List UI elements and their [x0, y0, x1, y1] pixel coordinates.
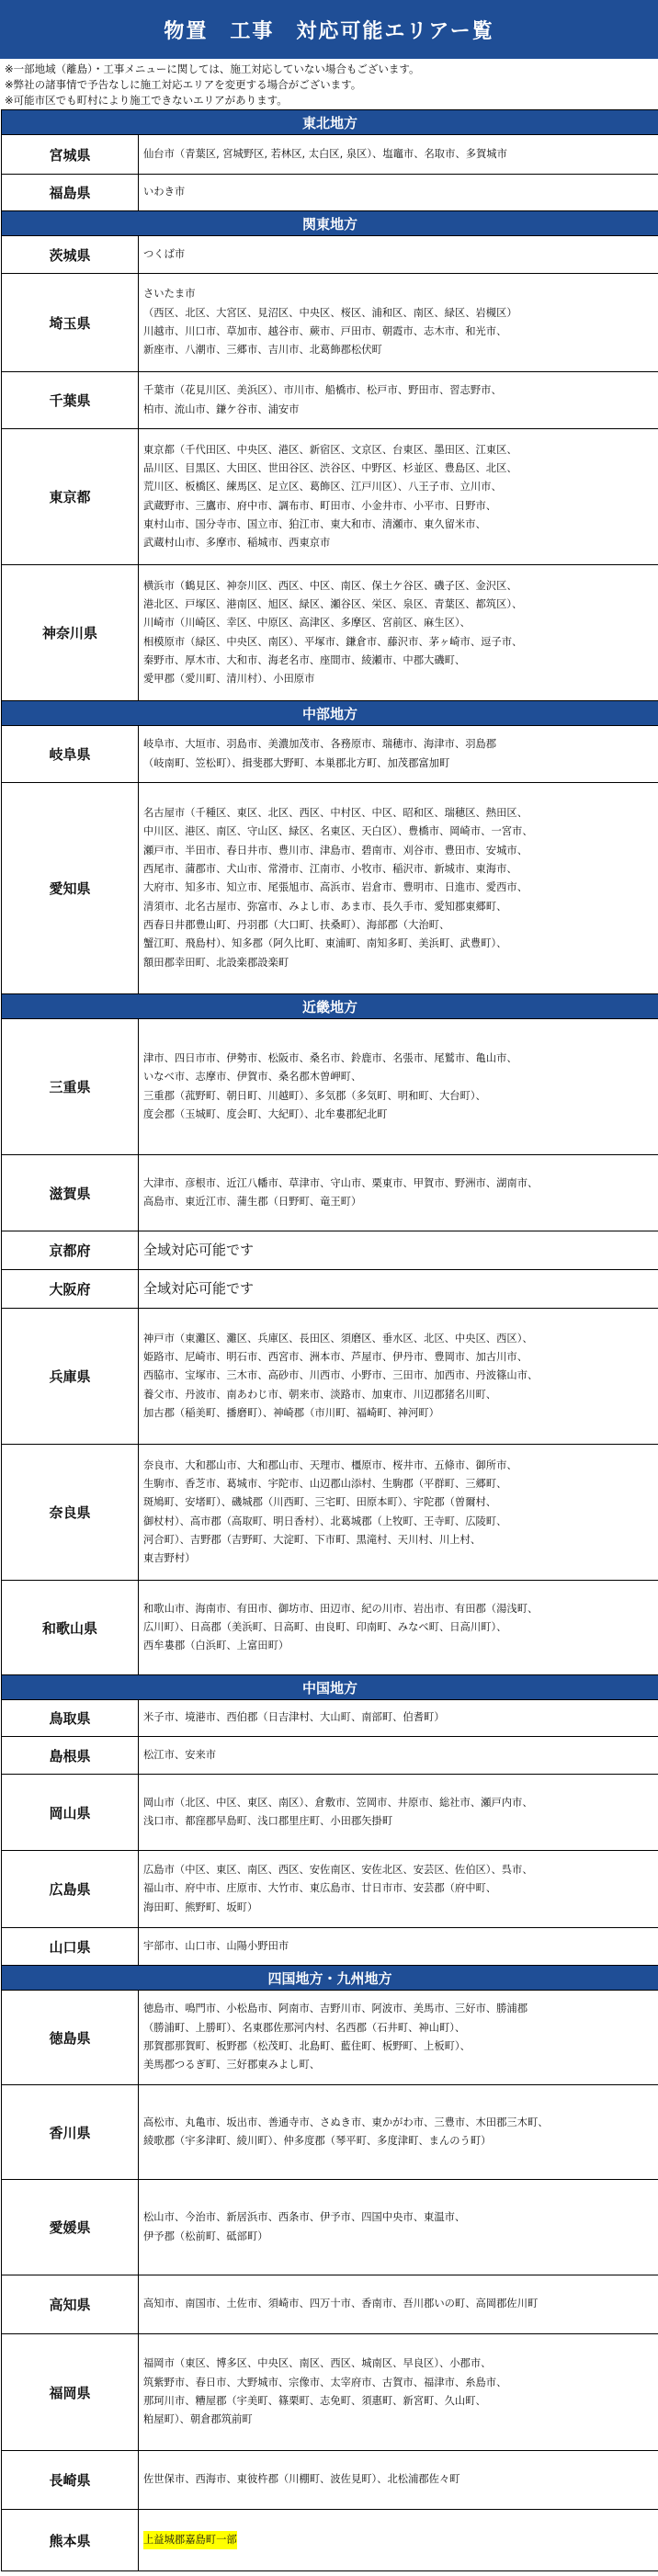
area-list [139, 135, 658, 174]
area-text: 福岡市（東区、博多区、中央区、南区、西区、城南区、早良区）、小郡市、 筑紫野市、春日市、大野城市、宗像市、太宰府市、古賀市、福津市、糸島市、 那珂川市、糟屋郡（宇美町、篠栗町、志免町、須惠町、新宮町、久山町、 粕屋町）、朝倉郡筑前町 [143, 2357, 507, 2426]
area-list [139, 175, 658, 210]
area-text: つくば市 [143, 247, 186, 260]
note-line: ※弊社の諸事情で予告なしに施工対応エリアを変更する場合がございます。 [5, 78, 362, 91]
table-row [2, 2179, 658, 2275]
area-text: 奈良市、大和郡山市、大和郡山市、天理市、橿原市、桜井市、五條市、御所市、 生駒市、香芝市、葛城市、宇陀市、山辺郡山添村、生駒郡（平群町、三郷町、 斑鳩町、安堵町）、磯城郡（川西町、三宅町、田原本町）、宇陀郡（曽爾村、 御杖村）、高市郡（高取町、明日香村）、北葛城郡（上牧町、王寺町、広陵町、 河合町）、吉野郡（吉野町、大淀町、下市町、黒滝村、天川村、川上村、 東吉野村） [143, 1458, 517, 1565]
area-text: 高知市、南国市、土佐市、須崎市、四万十市、香南市、吾川郡いの町、高岡郡佐川町 [143, 2298, 539, 2310]
prefecture-name: 京都府 [2, 1231, 139, 1269]
table-row [2, 1736, 658, 1774]
table-row [2, 2084, 658, 2179]
region-header: 四国地方・九州地方 [2, 1965, 658, 1990]
area-text: 名古屋市（千種区、東区、北区、西区、中村区、中区、昭和区、瑞穂区、熱田区、 中川区、港区、南区、守山区、緑区、名東区、天白区）、豊橋市、岡崎市、一宮市、 瀬戸市、半田市、春日井市、豊川市、津島市、碧南市、刈谷市、豊田市、安城市、 西尾市、蒲郡市、犬山市、常滑市、江南市、小牧市、稲沢市、新城市、東海市、 大府市、知多市、知立市、尾張旭市、高浜市、岩倉市、豊明市、日進市、愛西市、 清須市、北名古屋市、弥富市、みよし市、あま市、長久手市、愛知郡東郷町、 西春日井郡豊山町、丹羽郡（大口町、扶桑町）、海部郡（大治町、 蟹江町、飛島村）、知多郡（阿久比町、東浦町、南知多町、美浜町、武豊町）、 額田郡幸田町、北設楽郡設楽町 [143, 807, 533, 969]
area-list [139, 1309, 658, 1444]
area-text: 米子市、境港市、西伯郡（日吉津村、大山町、南部町、伯耆町） [143, 1711, 445, 1724]
region-header: 東北地方 [2, 109, 658, 134]
prefecture-name: 岐阜県 [2, 726, 139, 782]
region-header: 関東地方 [2, 210, 658, 235]
prefecture-name: 愛知県 [2, 783, 139, 993]
table-row [2, 2450, 658, 2509]
area-list [139, 1851, 658, 1927]
table-row [2, 1774, 658, 1850]
prefecture-name: 熊本県 [2, 2510, 139, 2570]
area-list [139, 2451, 658, 2509]
note-line: ※一部地域（離島）・工事メニューに関しては、施工対応していない場合もございます。 [5, 62, 420, 75]
area-list [139, 1019, 658, 1154]
area-list [139, 2510, 658, 2570]
area-list [139, 1700, 658, 1736]
prefecture-name: 千葉県 [2, 372, 139, 428]
prefecture-name: 滋賀県 [2, 1155, 139, 1231]
area-list [139, 565, 658, 700]
prefecture-name: 高知県 [2, 2275, 139, 2333]
prefecture-name: 三重県 [2, 1019, 139, 1154]
area-list [139, 1991, 658, 2084]
area-list [139, 1737, 658, 1774]
area-list [139, 1928, 658, 1965]
area-text: 仙台市（青葉区, 宮城野区, 若林区, 太白区, 泉区）、塩竈市、名取市、多賀城市 [143, 147, 507, 160]
area-list [139, 274, 658, 371]
area-table [1, 109, 658, 2571]
table-row [2, 1850, 658, 1927]
table-row [2, 371, 658, 428]
prefecture-name: 宮城県 [2, 135, 139, 174]
prefecture-name: 埼玉県 [2, 274, 139, 371]
area-text: 松江市、安来市 [143, 1748, 217, 1761]
prefecture-name: 茨城県 [2, 236, 139, 273]
table-row [2, 1990, 658, 2084]
table-row [2, 1231, 658, 1269]
table-row [2, 1018, 658, 1154]
prefecture-name: 神奈川県 [2, 565, 139, 700]
region-header: 中国地方 [2, 1674, 658, 1699]
area-text: 全域対応可能です [143, 1242, 255, 1259]
prefecture-name: 山口県 [2, 1928, 139, 1965]
area-text: 和歌山市、海南市、有田市、御坊市、田辺市、紀の川市、岩出市、有田郡（湯浅町、 広川町）、日高郡（美浜町、日高町、由良町、印南町、みなべ町、日高川町）、 西牟婁郡（白浜町、上富田町） [143, 1602, 539, 1652]
prefecture-name: 徳島県 [2, 1991, 139, 2084]
prefecture-name: 東京都 [2, 429, 139, 564]
area-text: 神戸市（東灘区、灘区、兵庫区、長田区、須磨区、垂水区、北区、中央区、西区）、 姫路市、尼崎市、明石市、西宮市、洲本市、芦屋市、伊丹市、豊岡市、加古川市、 西脇市、宝塚市、三木市、高砂市、川西市、小野市、三田市、加西市、丹波篠山市、 養父市、丹波市、南あわじ市、朝来市、淡路市、加東市、川辺郡猪名川町、 加古郡（稲美町、播磨町）、神崎郡（市川町、福崎町、神河町） [143, 1332, 539, 1419]
prefecture-name: 和歌山県 [2, 1581, 139, 1674]
table-row [2, 235, 658, 273]
area-text: 佐世保市、西海市、東彼杵郡（川棚町、波佐見町）、北松浦郡佐々町 [143, 2473, 460, 2486]
table-row [2, 428, 658, 564]
table-row [2, 134, 658, 174]
area-list [139, 2275, 658, 2333]
area-list [139, 2180, 658, 2275]
table-row [2, 1927, 658, 1965]
prefecture-name: 岡山県 [2, 1775, 139, 1850]
area-list [139, 1775, 658, 1850]
prefecture-name: 福岡県 [2, 2334, 139, 2450]
table-row [2, 782, 658, 993]
area-list [139, 1581, 658, 1674]
table-row [2, 1269, 658, 1308]
area-list [139, 1231, 658, 1269]
area-text: さいたま市 （西区、北区、大宮区、見沼区、中央区、桜区、浦和区、南区、緑区、岩槻区） 川越市、川口市、草加市、越谷市、蕨市、戸田市、朝霞市、志木市、和光市、 新座市、八潮市、三郷市、吉川市、北葛飾郡松伏町 [143, 288, 517, 357]
prefecture-name: 長崎県 [2, 2451, 139, 2509]
prefecture-name: 奈良県 [2, 1445, 139, 1580]
table-row [2, 2333, 658, 2450]
region-header: 近畿地方 [2, 993, 658, 1018]
area-list [139, 2085, 658, 2179]
area-list [139, 372, 658, 428]
prefecture-name: 鳥取県 [2, 1700, 139, 1736]
table-row [2, 1154, 658, 1231]
table-row [2, 1699, 658, 1736]
table-row [2, 725, 658, 782]
table-row [2, 174, 658, 210]
table-row [2, 1580, 658, 1674]
prefecture-name: 愛媛県 [2, 2180, 139, 2275]
area-text: 広島市（中区、東区、南区、西区、安佐南区、安佐北区、安芸区、佐伯区）、呉市、 福山市、府中市、庄原市、大竹市、東広島市、廿日市市、安芸郡（府中町、 海田町、熊野町、坂町） [143, 1864, 533, 1913]
area-list [139, 1445, 658, 1580]
prefecture-name: 島根県 [2, 1737, 139, 1774]
region-header: 中部地方 [2, 700, 658, 725]
area-list [139, 429, 658, 564]
area-text: 千葉市（花見川区、美浜区）、市川市、船橋市、松戸市、野田市、習志野市、 柏市、流山市、鎌ケ谷市、浦安市 [143, 384, 502, 415]
prefecture-name: 大阪府 [2, 1270, 139, 1308]
notes [0, 59, 658, 109]
area-text: いわき市 [143, 186, 186, 199]
area-text: 全域対応可能です [143, 1280, 255, 1298]
area-list [139, 726, 658, 782]
area-text: 高松市、丸亀市、坂出市、善通寺市、さぬき市、東かがわ市、三豊市、木田郡三木町、 綾歌郡（宇多津町、綾川町）、仲多度郡（琴平町、多度津町、まんのう町） [143, 2116, 549, 2147]
area-text: 宇部市、山口市、山陽小野田市 [143, 1939, 289, 1952]
prefecture-name: 兵庫県 [2, 1309, 139, 1444]
table-row [2, 2509, 658, 2570]
area-list [139, 2334, 658, 2450]
prefecture-name: 福島県 [2, 175, 139, 210]
area-text: 松山市、今治市、新居浜市、西条市、伊予市、四国中央市、東温市、 伊予郡（松前町、砥部町） [143, 2211, 466, 2242]
area-text: 岐阜市、大垣市、羽島市、美濃加茂市、各務原市、瑞穂市、海津市、羽島郡 （岐南町、笠松町）、揖斐郡大野町、本巣郡北方町、加茂郡富加町 [143, 738, 497, 769]
area-list [139, 1155, 658, 1231]
area-text: 大津市、彦根市、近江八幡市、草津市、守山市、栗東市、甲賀市、野洲市、湖南市、 高島市、東近江市、蒲生郡（日野町、竜王町） [143, 1176, 539, 1208]
area-text: 横浜市（鶴見区、神奈川区、西区、中区、南区、保土ケ谷区、磯子区、金沢区、 港北区、戸塚区、港南区、旭区、緑区、瀬谷区、栄区、泉区、青葉区、都筑区）、 川崎市（川崎区、幸区、中原区、高津区、多摩区、宮前区、麻生区）、 相模原市（緑区、中央区、南区）、平塚市、鎌倉市、藤沢市、茅ヶ崎市、逗子市、 秦野市、厚木市、大和市、海老名市、座間市、綾瀬市、中郡大磯町、 愛甲郡（愛川町、清川村）、小田原市 [143, 579, 523, 686]
area-text: 徳島市、鳴門市、小松島市、阿南市、吉野川市、阿波市、美馬市、三好市、勝浦郡 （勝浦町、上勝町）、名東郡佐那河内村、名西郡（石井町、神山町）、 那賀郡那賀町、板野郡（松茂町、北島町、藍住町、板野町、上板町）、 美馬郡つるぎ町、三好郡東みよし町、 [143, 2003, 528, 2071]
area-text: 上益城郡嘉島町一部 [143, 2531, 237, 2549]
table-row [2, 2275, 658, 2333]
note-line: ※可能市区でも町村により施工できないエリアがあります。 [5, 94, 288, 107]
table-row [2, 273, 658, 371]
table-row [2, 1308, 658, 1444]
area-list [139, 1270, 658, 1308]
area-text: 岡山市（北区、中区、東区、南区）、倉敷市、笠岡市、井原市、総社市、瀬戸内市、 浅口市、都窪郡早島町、浅口郡里庄町、小田郡矢掛町 [143, 1796, 533, 1827]
table-row [2, 1444, 658, 1580]
area-list [139, 236, 658, 273]
page-title: 物置 工事 対応可能エリアー覧 [0, 0, 658, 59]
area-list [139, 783, 658, 993]
area-text: 津市、四日市市、伊勢市、松阪市、桑名市、鈴鹿市、名張市、尾鷲市、亀山市、 いなべ市、志摩市、伊賀市、桑名郡木曽岬町、 三重郡（菰野町、朝日町、川越町）、多気郡（多気町、明和町、大台町）、 度会郡（玉城町、度会町、大紀町）、北牟婁郡紀北町 [143, 1051, 517, 1120]
prefecture-name: 香川県 [2, 2085, 139, 2179]
area-text: 東京都（千代田区、中央区、港区、新宿区、文京区、台東区、墨田区、江東区、 品川区、目黒区、大田区、世田谷区、渋谷区、中野区、杉並区、豊島区、北区、 荒川区、板橋区、練馬区、足立区、葛飾区、江戸川区）、八王子市、立川市、 武蔵野市、三鷹市、府中市、調布市、町田市、小金井市、小平市、日野市、 東村山市、国分寺市、国立市、狛江市、東大和市、清瀬市、東久留米市、 武蔵村山市、多摩市、稲城市、西東京市 [143, 443, 517, 550]
prefecture-name: 広島県 [2, 1851, 139, 1927]
table-row [2, 564, 658, 700]
